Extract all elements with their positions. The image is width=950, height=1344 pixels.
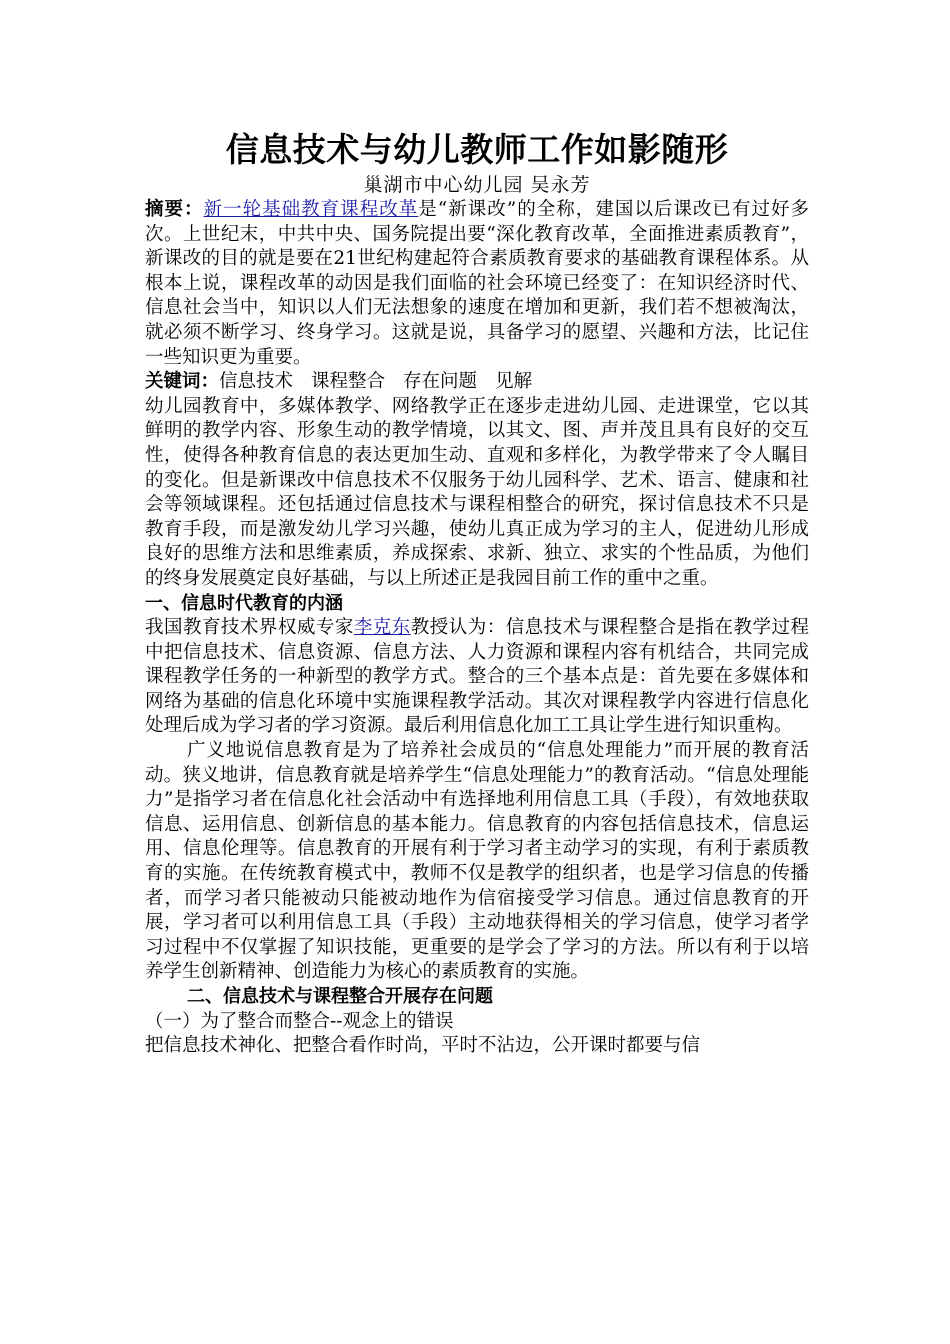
section2-paragraph1: 把信息技术神化、把整合看作时尚，平时不沾边，公开课时都要与信 xyxy=(145,1035,701,1057)
keyword-item: 课程整合 xyxy=(311,371,386,393)
section1-heading: 一、信息时代教育的内涵 xyxy=(145,592,343,614)
keyword-item: 信息技术 xyxy=(219,371,294,393)
abstract-paragraph xyxy=(145,198,809,370)
section1-paragraph2: 广义地说信息教育是为了培养社会成员的“信息处理能力”而开展的教育活动。狭义地讲，信息教育就是培养学生“信息处理能力”的教育活动。“信息处理能力”是指学习者在信息化社会活动中有选择地利用信息工具（手段），有效地获取信息、运用信息、创新信息的基本能力。信息教育的内容包括信息技术，信息运用、信息伦理等。信息教育的开展有利于学习者主动学习的实现，有利于素质教育的实施。在传统教育模式中，教师不仅是教学的组织者，也是学习信息的传播者，而学习者只能被动只能被动地作为信宿接受学习信息。通过信息教育的开展，学习者可以利用信息工具（手段）主动地获得相关的学习信息，使学习者学习过程中不仅掌握了知识技能，更重要的是学会了学习的方法。所以有利于以培养学生创新精神、创造能力为核心的素质教育的实施。 xyxy=(145,740,809,983)
expert-name-link[interactable]: 李克东 xyxy=(353,617,411,639)
keywords-label: 关键词： xyxy=(145,371,220,393)
section2-subheading: （一）为了整合而整合--观念上的错误 xyxy=(145,1010,454,1032)
section2-heading: 二、信息技术与课程整合开展存在问题 xyxy=(187,986,493,1007)
keyword-item: 见解 xyxy=(495,371,533,393)
author-line: 巢湖市中心幼儿园 吴永芳 xyxy=(363,174,591,196)
section1-paragraph1 xyxy=(145,616,809,739)
intro-paragraph: 幼儿园教育中，多媒体教学、网络教学正在逐步走进幼儿园、走进课堂，它以其鲜明的教学内容、形象生动的教学情境，以其文、图、声并茂且具有良好的交互性，使得各种教育信息的表达更加生动、直观和多样化，为教学带来了令人瞩目的变化。但是新课改中信息技术不仅服务于幼儿园科学、艺术、语言、健康和社会等领域课程。还包括通过信息技术与课程相整合的研究，探讨信息技术不只是教育手段，而是激发幼儿学习兴趣，使幼儿真正成为学习的主人，促进幼儿形成良好的思维方法和思维素质，养成探索、求新、独立、求实的个性品质，为他们的终身发展奠定良好基础，与以上所述正是我园目前工作的重中之重。 xyxy=(145,395,809,589)
document-page xyxy=(145,128,809,1059)
document-title: 信息技术与幼儿教师工作如影随形 xyxy=(225,130,729,169)
section1-p1-before: 我国教育技术界权威专家 xyxy=(145,617,354,639)
keyword-item: 存在问题 xyxy=(403,371,478,393)
abstract-label: 摘要： xyxy=(145,199,204,220)
keywords-line xyxy=(145,370,809,395)
abstract-link[interactable]: 新一轮基础教育课程改革 xyxy=(203,199,419,220)
section1-p1-after: 教授认为：信息技术与课程整合是指在教学过程中把信息技术、信息资源、信息方法、人力资源和课程内容有机结合，共同完成课程教学任务的一种新型的教学方式。整合的三个基本点是：首先要在多媒体和网络为基础的信息化环境中实施课程教学活动。其次对课程教学内容进行信息化处理后成为学习者的学习资源。最后利用信息化加工工具让学生进行知识重构。 xyxy=(145,617,809,737)
abstract-text: 是“新课改”的全称，建国以后课改已有过好多次。上世纪末，中共中央、国务院提出要“深化教育改革，全面推进素质教育”，新课改的目的就是要在21世纪构建起符合素质教育要求的基础教育课程体系。从根本上说，课程改革的动因是我们面临的社会环境已经变了：在知识经济时代、信息社会当中，知识以人们无法想象的速度在增加和更新，我们若不想被淘汰，就必须不断学习、终身学习。这就是说，具备学习的愿望、兴趣和方法，比记住一些知识更为重要。 xyxy=(145,199,809,368)
